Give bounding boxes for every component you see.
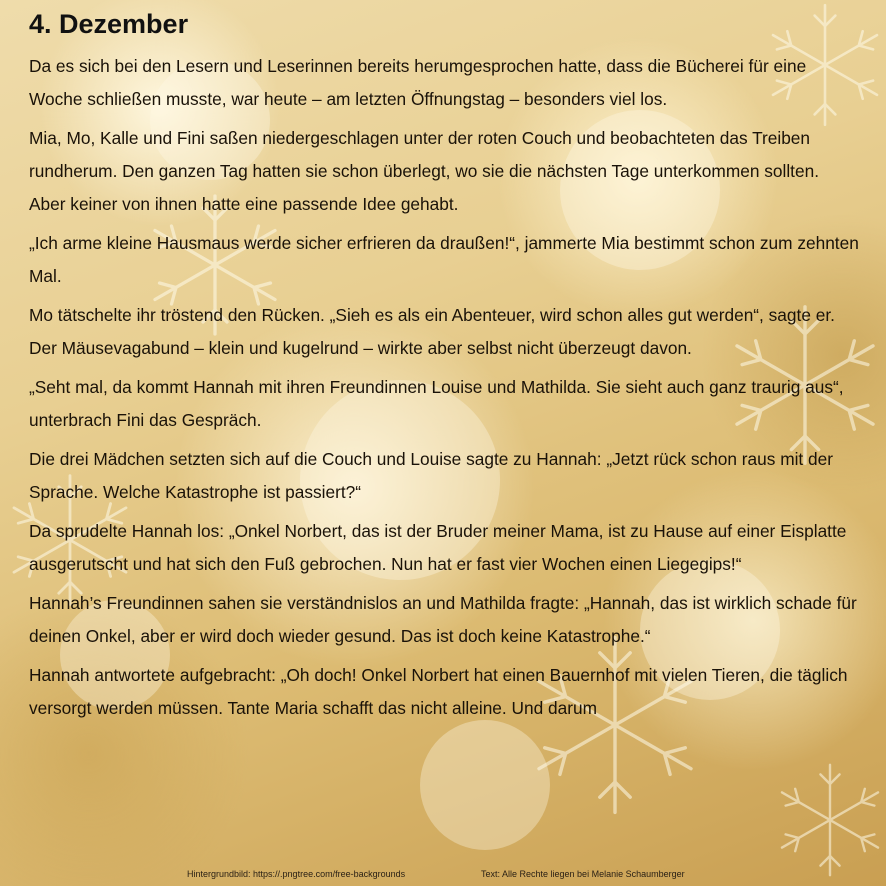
story-paragraph: Die drei Mädchen setzten sich auf die Couch und Louise sagte zu Hannah: „Jetzt rück schon raus mit der Sprache. Welche Katastrophe ist passiert?“: [29, 449, 834, 502]
background-credit: Hintergrundbild: https://.pngtree.com/free-backgrounds: [187, 869, 406, 879]
story-paragraph: Da es sich bei den Lesern und Leserinnen bereits herumgesprochen hatte, dass die Bücherei für eine Woche schließen musste, war heute – am letzten Öffnungstag – besonders viel los.: [29, 56, 807, 109]
bokeh-light: [420, 720, 550, 850]
story-paragraph: Hannah’s Freundinnen sahen sie verständnislos an und Mathilda fragte: „Hannah, das ist wirklich schade für deinen Onkel, aber er wird doch wieder gesund. Das ist doch keine Katastrophe.“: [29, 593, 857, 646]
story-paragraph: Mia, Mo, Kalle und Fini saßen niedergeschlagen unter der roten Couch und beobachteten das Treiben rundherum. Den ganzen Tag hatten sie schon überlegt, wo sie die nächsten Tage unterkommen sollten. Aber keiner von ihnen hatte eine passende Idee gehabt.: [29, 128, 819, 214]
text-credit: Text: Alle Rechte liegen bei Melanie Schaumberger: [481, 869, 685, 879]
story-paragraph: „Ich arme kleine Hausmaus werde sicher erfrieren da draußen!“, jammerte Mia bestimmt schon zum zehnten Mal.: [29, 233, 859, 286]
story-paragraph: „Seht mal, da kommt Hannah mit ihren Freundinnen Louise und Mathilda. Sie sieht auch ganz traurig aus“, unterbrach Fini das Gespräch.: [29, 377, 844, 430]
snowflake-icon: [770, 760, 886, 880]
story-content: [29, 6, 859, 731]
page-title: 4. Dezember: [29, 9, 189, 39]
story-paragraph: Da sprudelte Hannah los: „Onkel Norbert, das ist der Bruder meiner Mama, ist zu Hause auf einer Eisplatte ausgerutscht und hat sich den Fuß gebrochen. Nun hat er fast vier Wochen einen Liegegips!“: [29, 521, 847, 574]
story-paragraph: Hannah antwortete aufgebracht: „Oh doch! Onkel Norbert hat einen Bauernhof mit vielen Tieren, die täglich versorgt werden müssen. Tante Maria schafft das nicht alleine. Und darum: [29, 665, 848, 718]
story-paragraph: Mo tätschelte ihr tröstend den Rücken. „Sieh es als ein Abenteuer, wird schon alles gut werden“, sagte er. Der Mäusevagabund – klein und kugelrund – wirkte aber selbst nicht überzeugt davon.: [29, 305, 835, 358]
